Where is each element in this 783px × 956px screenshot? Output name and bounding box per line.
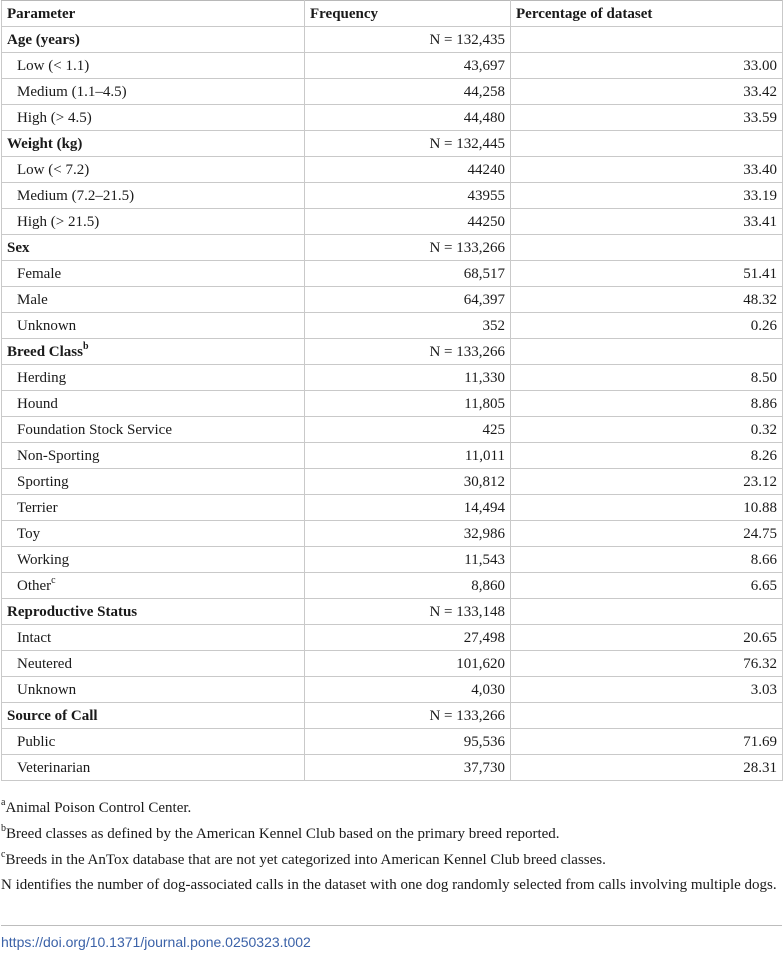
row-frequency: 30,812: [305, 469, 511, 495]
row-label: [2, 625, 305, 651]
row-frequency: 27,498: [305, 625, 511, 651]
row-frequency: 37,730: [305, 755, 511, 781]
row-percentage: 6.65: [511, 573, 783, 599]
section-row: [2, 235, 783, 261]
table-row: [2, 183, 783, 209]
row-label-text: Other: [17, 577, 52, 594]
footnote: [1, 847, 782, 873]
row-label-text: Male: [17, 291, 48, 308]
row-label-text: Unknown: [17, 317, 77, 334]
row-percentage: 0.26: [511, 313, 783, 339]
row-percentage: 8.66: [511, 547, 783, 573]
row-label: [2, 365, 305, 391]
table-row: [2, 729, 783, 755]
row-label-text: Unknown: [17, 681, 77, 698]
table-row: [2, 261, 783, 287]
row-percentage: 8.86: [511, 391, 783, 417]
section-empty: [511, 339, 783, 365]
row-label: [2, 157, 305, 183]
row-percentage: 33.41: [511, 209, 783, 235]
footnote: [1, 821, 782, 847]
row-frequency: 11,011: [305, 443, 511, 469]
footnote-text: Breed classes as defined by the American Kennel Club based on the primary breed reported.: [6, 826, 560, 842]
section-label: [2, 27, 305, 53]
row-label-text: High (> 4.5): [17, 109, 92, 126]
section-n: N = 132,445: [305, 131, 511, 157]
row-percentage: 33.42: [511, 79, 783, 105]
section-n: N = 133,148: [305, 599, 511, 625]
row-percentage: 33.00: [511, 53, 783, 79]
table-row: [2, 469, 783, 495]
section-row: [2, 27, 783, 53]
row-label-text: Terrier: [17, 499, 58, 516]
section-label-text: Sex: [7, 239, 30, 256]
footnote-marker: b: [82, 340, 89, 352]
row-percentage: 51.41: [511, 261, 783, 287]
section-label-text: Weight (kg): [7, 135, 83, 152]
row-percentage: 3.03: [511, 677, 783, 703]
table-row: [2, 651, 783, 677]
row-label-text: Toy: [17, 525, 41, 542]
row-percentage: 20.65: [511, 625, 783, 651]
header-row: [2, 1, 783, 27]
doi-text[interactable]: https://doi.org/10.1371/journal.pone.0250323.t002: [1, 934, 311, 950]
row-frequency: 4,030: [305, 677, 511, 703]
table-row: [2, 391, 783, 417]
section-row: [2, 703, 783, 729]
section-n: N = 133,266: [305, 339, 511, 365]
row-label: [2, 573, 305, 599]
row-percentage: 33.40: [511, 157, 783, 183]
row-frequency: 43955: [305, 183, 511, 209]
row-frequency: 68,517: [305, 261, 511, 287]
row-frequency: 32,986: [305, 521, 511, 547]
table-row: [2, 573, 783, 599]
row-frequency: 352: [305, 313, 511, 339]
row-label: [2, 391, 305, 417]
header-parameter: Parameter: [2, 1, 305, 27]
footnote: [1, 873, 782, 897]
row-percentage: 76.32: [511, 651, 783, 677]
footnote-marker: c: [51, 574, 56, 586]
row-label-text: Medium (7.2–21.5): [17, 187, 135, 204]
table-row: [2, 157, 783, 183]
table-row: [2, 625, 783, 651]
row-percentage: 71.69: [511, 729, 783, 755]
section-empty: [511, 703, 783, 729]
table-row: [2, 313, 783, 339]
row-frequency: 14,494: [305, 495, 511, 521]
footnote-marker: b: [1, 823, 6, 834]
section-label: [2, 703, 305, 729]
row-frequency: 43,697: [305, 53, 511, 79]
row-label-text: Low (< 1.1): [17, 57, 90, 74]
row-frequency: 44240: [305, 157, 511, 183]
row-label: [2, 417, 305, 443]
doi-link[interactable]: [1, 925, 782, 950]
footnote-text: Breeds in the AnTox database that are not yet categorized into American Kennel Club breed classes.: [5, 852, 606, 868]
row-label-text: Female: [17, 265, 62, 282]
header-percentage: Percentage of dataset: [511, 1, 783, 27]
row-label-text: Intact: [17, 629, 52, 646]
row-label-text: Hound: [17, 395, 58, 412]
row-label: [2, 443, 305, 469]
row-label-text: Neutered: [17, 655, 72, 672]
table-row: [2, 521, 783, 547]
table-row: [2, 287, 783, 313]
row-percentage: 23.12: [511, 469, 783, 495]
row-frequency: 425: [305, 417, 511, 443]
row-frequency: 44250: [305, 209, 511, 235]
row-label: [2, 495, 305, 521]
section-empty: [511, 131, 783, 157]
section-row: [2, 131, 783, 157]
section-n: N = 132,435: [305, 27, 511, 53]
section-n: N = 133,266: [305, 703, 511, 729]
table-row: [2, 365, 783, 391]
section-label-text: Source of Call: [7, 707, 98, 724]
row-frequency: 11,330: [305, 365, 511, 391]
row-label: [2, 261, 305, 287]
footnote-marker: c: [1, 849, 6, 860]
table-row: [2, 209, 783, 235]
row-percentage: 0.32: [511, 417, 783, 443]
row-percentage: 33.19: [511, 183, 783, 209]
row-frequency: 95,536: [305, 729, 511, 755]
row-percentage: 28.31: [511, 755, 783, 781]
row-label-text: Veterinarian: [17, 759, 91, 776]
table-row: [2, 495, 783, 521]
row-frequency: 101,620: [305, 651, 511, 677]
row-frequency: 64,397: [305, 287, 511, 313]
row-percentage: 48.32: [511, 287, 783, 313]
footnote-text: N identifies the number of dog-associated calls in the dataset with one dog randomly selected from calls involving multiple dogs.: [1, 877, 777, 893]
table-body: [2, 1, 783, 781]
row-label: [2, 521, 305, 547]
row-label: [2, 313, 305, 339]
header-frequency: Frequency: [305, 1, 511, 27]
section-row: [2, 339, 783, 365]
row-label: [2, 287, 305, 313]
table-row: [2, 53, 783, 79]
table-row: [2, 443, 783, 469]
row-label: [2, 729, 305, 755]
row-frequency: 11,543: [305, 547, 511, 573]
row-frequency: 44,258: [305, 79, 511, 105]
section-label: [2, 131, 305, 157]
section-n: N = 133,266: [305, 235, 511, 261]
table-row: [2, 677, 783, 703]
row-label-text: Sporting: [17, 473, 69, 490]
row-frequency: 8,860: [305, 573, 511, 599]
row-label: [2, 183, 305, 209]
row-label: [2, 53, 305, 79]
row-label: [2, 651, 305, 677]
row-label: [2, 677, 305, 703]
section-label-text: Reproductive Status: [7, 603, 138, 620]
section-empty: [511, 27, 783, 53]
row-label-text: Working: [17, 551, 70, 568]
row-label: [2, 209, 305, 235]
section-row: [2, 599, 783, 625]
row-label-text: Medium (1.1–4.5): [17, 83, 127, 100]
row-label-text: Herding: [17, 369, 67, 386]
row-percentage: 10.88: [511, 495, 783, 521]
footnote: [1, 795, 782, 821]
section-label-text: Age (years): [7, 31, 80, 48]
row-percentage: 24.75: [511, 521, 783, 547]
table-row: [2, 417, 783, 443]
row-label: [2, 547, 305, 573]
row-label-text: Public: [17, 733, 56, 750]
row-frequency: 44,480: [305, 105, 511, 131]
section-empty: [511, 599, 783, 625]
section-label: [2, 235, 305, 261]
row-label-text: Low (< 7.2): [17, 161, 90, 178]
row-percentage: 8.26: [511, 443, 783, 469]
table-row: [2, 79, 783, 105]
footnote-marker: a: [1, 797, 6, 808]
footnote-text: Animal Poison Control Center.: [5, 800, 192, 816]
row-label: [2, 469, 305, 495]
table-row: [2, 755, 783, 781]
data-table: [1, 0, 783, 781]
section-empty: [511, 235, 783, 261]
row-label: [2, 79, 305, 105]
row-frequency: 11,805: [305, 391, 511, 417]
row-label-text: Foundation Stock Service: [17, 421, 172, 438]
row-label: [2, 755, 305, 781]
section-label: [2, 599, 305, 625]
row-percentage: 8.50: [511, 365, 783, 391]
section-label: [2, 339, 305, 365]
table-row: [2, 105, 783, 131]
row-label-text: High (> 21.5): [17, 213, 100, 230]
row-label-text: Non-Sporting: [17, 447, 100, 464]
row-label: [2, 105, 305, 131]
table-row: [2, 547, 783, 573]
table-footnotes: [1, 795, 782, 897]
section-label-text: Breed Class: [7, 343, 83, 360]
row-percentage: 33.59: [511, 105, 783, 131]
